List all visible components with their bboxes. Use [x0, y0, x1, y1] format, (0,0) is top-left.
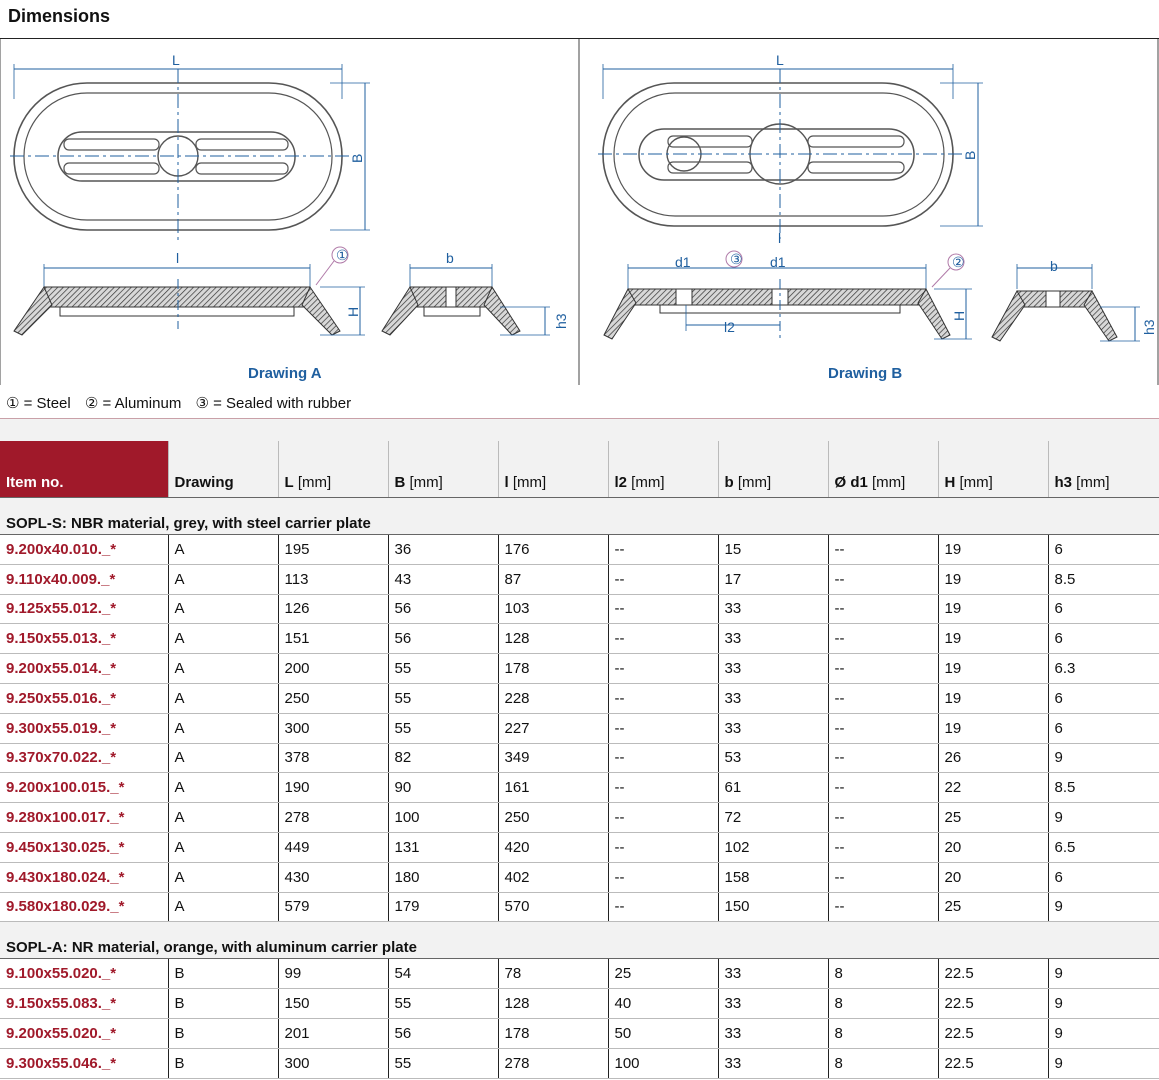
table-cell: -- [608, 892, 718, 922]
table-cell: 19 [938, 713, 1048, 743]
table-cell: 128 [498, 989, 608, 1019]
column-header-6 [718, 441, 828, 498]
table-row [0, 535, 1159, 565]
table-cell: -- [828, 892, 938, 922]
table-cell: A [168, 654, 278, 684]
column-header-name: L [284, 474, 294, 491]
column-header-4 [498, 441, 608, 498]
table-cell: 25 [938, 892, 1048, 922]
table-cell: 6 [1048, 683, 1159, 713]
item-number-cell: 9.150x55.083._* [0, 989, 168, 1019]
material-legend [6, 394, 361, 412]
table-cell: 128 [498, 624, 608, 654]
table-cell: 61 [718, 773, 828, 803]
column-header-2 [278, 441, 388, 498]
table-header-row [0, 441, 1159, 498]
table-cell: B [168, 1018, 278, 1048]
table-cell: 55 [388, 654, 498, 684]
column-header-unit: [mm] [1072, 474, 1110, 491]
item-number-cell: 9.200x40.010._* [0, 535, 168, 565]
table-cell: 100 [608, 1048, 718, 1078]
table-cell: 33 [718, 959, 828, 989]
dim-label-H: H [345, 306, 361, 317]
table-cell: 20 [938, 832, 1048, 862]
table-row [0, 989, 1159, 1019]
table-cell: 33 [718, 1048, 828, 1078]
dim-label-l2: l2 [724, 319, 735, 335]
table-cell: 33 [718, 683, 828, 713]
dim-label-d1-left: d1 [675, 254, 691, 270]
table-cell: -- [608, 862, 718, 892]
table-cell: A [168, 594, 278, 624]
legend-aluminum: ② = Aluminum [84, 395, 182, 412]
table-cell: -- [608, 773, 718, 803]
item-number-cell: 9.100x55.020._* [0, 959, 168, 989]
table-cell: 90 [388, 773, 498, 803]
marker-3: ③ [730, 251, 743, 267]
table-cell: B [168, 959, 278, 989]
table-cell: 36 [388, 535, 498, 565]
table-body [0, 498, 1159, 1079]
item-number-cell: 9.250x55.016._* [0, 683, 168, 713]
table-cell: A [168, 683, 278, 713]
table-cell: A [168, 832, 278, 862]
table-cell: -- [608, 713, 718, 743]
group-row [0, 498, 1159, 535]
table-cell: 19 [938, 654, 1048, 684]
table-cell: 113 [278, 564, 388, 594]
item-number-cell: 9.200x55.020._* [0, 1018, 168, 1048]
table-cell: -- [828, 832, 938, 862]
item-number-cell: 9.300x55.019._* [0, 713, 168, 743]
table-cell: 22.5 [938, 959, 1048, 989]
table-row [0, 773, 1159, 803]
column-header-unit: [mm] [733, 474, 772, 491]
table-cell: 449 [278, 832, 388, 862]
table-cell: 19 [938, 564, 1048, 594]
item-number-cell: 9.300x55.046._* [0, 1048, 168, 1078]
table-cell: 33 [718, 654, 828, 684]
table-cell: 161 [498, 773, 608, 803]
table-cell: 33 [718, 624, 828, 654]
dim-label-L: L [172, 52, 180, 68]
table-cell: -- [828, 624, 938, 654]
drawing-a [10, 64, 550, 335]
table-cell: 151 [278, 624, 388, 654]
table-row [0, 892, 1159, 922]
column-header-name: H [944, 474, 956, 491]
table-cell: 300 [278, 713, 388, 743]
table-cell: -- [608, 564, 718, 594]
page-title: Dimensions [8, 6, 111, 26]
dim-label-B-b: B [962, 150, 978, 160]
table-cell: 56 [388, 1018, 498, 1048]
table-cell: 150 [718, 892, 828, 922]
table-cell: 201 [278, 1018, 388, 1048]
dim-label-h3: h3 [553, 313, 569, 329]
column-header-5 [608, 441, 718, 498]
table-cell: 179 [388, 892, 498, 922]
table-cell: 15 [718, 535, 828, 565]
table-row [0, 564, 1159, 594]
table-cell: 22.5 [938, 1048, 1048, 1078]
item-number-cell: 9.200x100.015._* [0, 773, 168, 803]
table-cell: 100 [388, 803, 498, 833]
drawing-b-caption: Drawing B [828, 365, 903, 382]
group-title: SOPL-A: NR material, orange, with aluminum carrier plate [0, 922, 1159, 959]
table-cell: -- [608, 832, 718, 862]
table-cell: 26 [938, 743, 1048, 773]
table-cell: 55 [388, 1048, 498, 1078]
table-cell: 55 [388, 713, 498, 743]
table-cell: 55 [388, 989, 498, 1019]
column-header-unit: [mm] [508, 474, 547, 491]
table-cell: 190 [278, 773, 388, 803]
table-cell: 22.5 [938, 989, 1048, 1019]
table-cell: 22 [938, 773, 1048, 803]
table-cell: 158 [718, 862, 828, 892]
table-cell: 19 [938, 594, 1048, 624]
dim-label-H-b: H [951, 310, 967, 321]
table-row [0, 713, 1159, 743]
table-cell: 6.3 [1048, 654, 1159, 684]
table-cell: 50 [608, 1018, 718, 1048]
table-cell: -- [828, 683, 938, 713]
table-cell: 8.5 [1048, 564, 1159, 594]
item-number-cell: 9.110x40.009._* [0, 564, 168, 594]
table-cell: -- [828, 743, 938, 773]
table-cell: 55 [388, 683, 498, 713]
table-cell: B [168, 1048, 278, 1078]
table-cell: 6 [1048, 624, 1159, 654]
item-number-cell: 9.125x55.012._* [0, 594, 168, 624]
table-row [0, 594, 1159, 624]
table-cell: -- [608, 803, 718, 833]
table-cell: A [168, 892, 278, 922]
table-cell: A [168, 564, 278, 594]
table-row [0, 1048, 1159, 1078]
dim-label-h3-b: h3 [1141, 319, 1157, 335]
table-cell: 176 [498, 535, 608, 565]
drawings-panel [0, 39, 1159, 385]
item-number-cell: 9.150x55.013._* [0, 624, 168, 654]
table-cell: 78 [498, 959, 608, 989]
column-header-name: l [504, 474, 509, 491]
dim-label-B: B [349, 153, 365, 163]
table-cell: 180 [388, 862, 498, 892]
table-cell: 300 [278, 1048, 388, 1078]
table-cell: 8 [828, 1048, 938, 1078]
table-cell: 25 [608, 959, 718, 989]
table-cell: 9 [1048, 743, 1159, 773]
table-cell: 8 [828, 959, 938, 989]
table-cell: 17 [718, 564, 828, 594]
table-cell: 9 [1048, 803, 1159, 833]
table-cell: 349 [498, 743, 608, 773]
table-row [0, 654, 1159, 684]
table-cell: 54 [388, 959, 498, 989]
dim-label-l-b: l [778, 230, 782, 246]
table-row [0, 832, 1159, 862]
table-cell: 19 [938, 683, 1048, 713]
table-cell: 22.5 [938, 1018, 1048, 1048]
column-header-name: l2 [614, 474, 628, 491]
table-cell: A [168, 862, 278, 892]
table-cell: 99 [278, 959, 388, 989]
table-cell: -- [828, 862, 938, 892]
group-row [0, 922, 1159, 959]
column-header-unit: [mm] [955, 474, 993, 491]
column-header-1 [168, 441, 278, 498]
table-cell: A [168, 803, 278, 833]
table-cell: A [168, 773, 278, 803]
table-cell: 131 [388, 832, 498, 862]
table-cell: 6.5 [1048, 832, 1159, 862]
table-cell: 570 [498, 892, 608, 922]
table-row [0, 743, 1159, 773]
column-header-name: Item no. [6, 474, 64, 491]
table-cell: -- [828, 535, 938, 565]
column-header-unit: [mm] [405, 474, 443, 491]
table-cell: 102 [718, 832, 828, 862]
column-header-name: b [724, 474, 734, 491]
table-cell: 378 [278, 743, 388, 773]
table-cell: 9 [1048, 1018, 1159, 1048]
item-number-cell: 9.200x55.014._* [0, 654, 168, 684]
table-cell: 8 [828, 989, 938, 1019]
column-header-name: B [394, 474, 406, 491]
table-cell: 402 [498, 862, 608, 892]
table-cell: -- [608, 594, 718, 624]
column-header-0 [0, 441, 168, 498]
table-cell: 227 [498, 713, 608, 743]
column-header-unit: [mm] [293, 474, 332, 491]
table-cell: 33 [718, 1018, 828, 1048]
column-header-name: Drawing [174, 474, 234, 491]
table-cell: -- [608, 654, 718, 684]
legend-steel: ① = Steel [6, 395, 71, 412]
column-header-unit: [mm] [627, 474, 665, 491]
dim-label-L-b: L [776, 52, 784, 68]
table-cell: B [168, 989, 278, 1019]
table-row [0, 1018, 1159, 1048]
table-cell: 9 [1048, 989, 1159, 1019]
dimensions-table [0, 441, 1159, 1079]
table-cell: 250 [498, 803, 608, 833]
table-row [0, 959, 1159, 989]
table-cell: -- [828, 654, 938, 684]
table-cell: 40 [608, 989, 718, 1019]
table-cell: 87 [498, 564, 608, 594]
table-cell: 33 [718, 989, 828, 1019]
item-number-cell: 9.430x180.024._* [0, 862, 168, 892]
dim-label-b-b: b [1050, 258, 1058, 274]
table-cell: 19 [938, 624, 1048, 654]
table-cell: 6 [1048, 535, 1159, 565]
table-cell: 420 [498, 832, 608, 862]
table-cell: -- [828, 803, 938, 833]
table-cell: 579 [278, 892, 388, 922]
table-cell: 278 [498, 1048, 608, 1078]
table-cell: 56 [388, 594, 498, 624]
table-cell: 20 [938, 862, 1048, 892]
table-top-band [0, 419, 1159, 441]
item-number-cell: 9.280x100.017._* [0, 803, 168, 833]
table-row [0, 683, 1159, 713]
table-cell: 103 [498, 594, 608, 624]
table-cell: A [168, 743, 278, 773]
column-header-7 [828, 441, 938, 498]
table-cell: 9 [1048, 959, 1159, 989]
table-cell: -- [828, 594, 938, 624]
marker-1: ① [336, 247, 349, 263]
item-number-cell: 9.580x180.029._* [0, 892, 168, 922]
column-header-unit: [mm] [867, 474, 906, 491]
table-cell: 250 [278, 683, 388, 713]
legend-sealed: ③ = Sealed with rubber [195, 395, 352, 412]
table-cell: -- [608, 535, 718, 565]
table-cell: 53 [718, 743, 828, 773]
table-cell: 8.5 [1048, 773, 1159, 803]
table-row [0, 862, 1159, 892]
marker-2: ② [952, 254, 965, 270]
table-cell: 19 [938, 535, 1048, 565]
dim-label-d1-right: d1 [770, 254, 786, 270]
table-cell: 33 [718, 594, 828, 624]
column-header-9 [1048, 441, 1159, 498]
table-cell: 278 [278, 803, 388, 833]
dim-label-b: b [446, 250, 454, 266]
table-cell: 72 [718, 803, 828, 833]
group-title: SOPL-S: NBR material, grey, with steel carrier plate [0, 498, 1159, 535]
item-number-cell: 9.370x70.022._* [0, 743, 168, 773]
table-cell: 82 [388, 743, 498, 773]
table-cell: 33 [718, 713, 828, 743]
table-cell: -- [828, 713, 938, 743]
table-cell: A [168, 624, 278, 654]
table-cell: 178 [498, 654, 608, 684]
table-cell: 6 [1048, 862, 1159, 892]
table-cell: -- [828, 564, 938, 594]
table-cell: 8 [828, 1018, 938, 1048]
table-cell: 6 [1048, 594, 1159, 624]
item-number-cell: 9.450x130.025._* [0, 832, 168, 862]
table-cell: 43 [388, 564, 498, 594]
table-cell: 195 [278, 535, 388, 565]
table-row [0, 624, 1159, 654]
table-cell: 9 [1048, 1048, 1159, 1078]
column-header-name: Ø d1 [834, 474, 868, 491]
table-cell: -- [608, 683, 718, 713]
table-cell: A [168, 713, 278, 743]
table-cell: 56 [388, 624, 498, 654]
column-header-8 [938, 441, 1048, 498]
drawing-a-caption: Drawing A [248, 365, 322, 382]
table-cell: 150 [278, 989, 388, 1019]
table-cell: 126 [278, 594, 388, 624]
table-cell: 430 [278, 862, 388, 892]
column-header-name: h3 [1054, 474, 1073, 491]
table-cell: 200 [278, 654, 388, 684]
table-cell: 178 [498, 1018, 608, 1048]
drawing-b [598, 64, 1140, 341]
table-cell: 9 [1048, 892, 1159, 922]
table-row [0, 803, 1159, 833]
table-cell: -- [608, 743, 718, 773]
table-cell: 228 [498, 683, 608, 713]
table-cell: 25 [938, 803, 1048, 833]
dim-label-l: l [176, 250, 180, 266]
table-cell: A [168, 535, 278, 565]
column-header-3 [388, 441, 498, 498]
technical-drawings [0, 39, 1159, 385]
table-cell: 6 [1048, 713, 1159, 743]
table-cell: -- [828, 773, 938, 803]
table-cell: -- [608, 624, 718, 654]
